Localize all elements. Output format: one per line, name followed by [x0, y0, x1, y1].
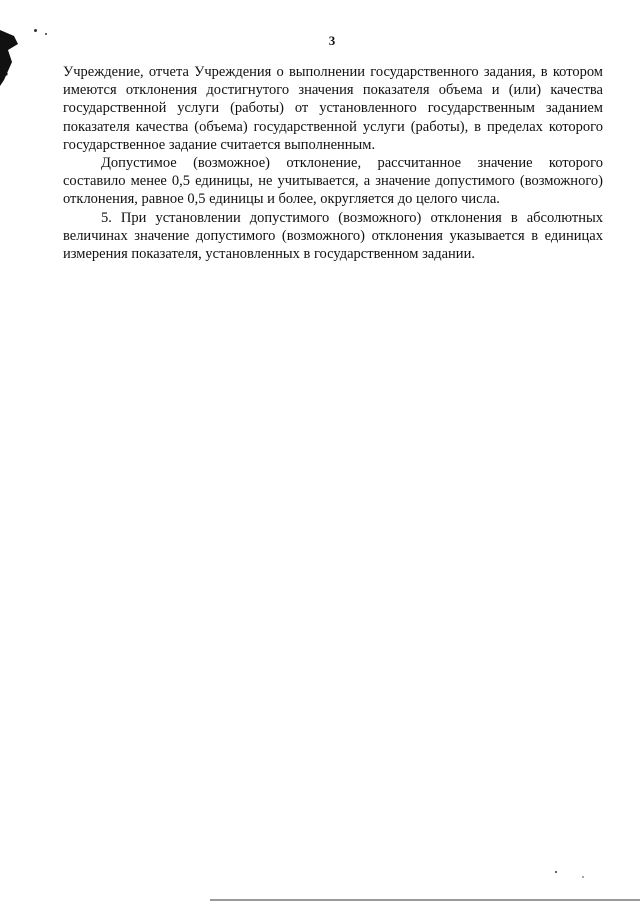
paragraph-item-5: 5. При установлении допустимого (возможного) отклонения в абсолютных величинах значение допустимого (возможного) отклонения указывается в единицах измерения показателя, установленных в государственном задании. — [63, 209, 603, 263]
document-body — [63, 63, 603, 263]
scan-speck — [555, 871, 557, 873]
scan-bottom-edge — [210, 899, 640, 901]
page-number: 3 — [328, 33, 336, 48]
paragraph-deviation-rounding: Допустимое (возможное) отклонение, рассчитанное значение которого составило менее 0,5 единицы, не учитывается, а значение допустимого (возможного) отклонения, равное 0,5 единицы и более, округляется до целого числа. — [63, 155, 603, 208]
scan-artifact-mark — [0, 20, 22, 90]
scan-speck — [582, 876, 584, 878]
scan-speck — [34, 29, 37, 32]
paragraph-continuation: Учреждение, отчета Учреждения о выполнении государственного задания, в котором имеются отклонения достигнутого значения показателя объема и (или) качества государственной услуги (работы) от установленного государственным заданием показателя качества (объема) государственной услуги (работы), в пределах которого государственное задание считается выполненным. — [63, 64, 603, 153]
